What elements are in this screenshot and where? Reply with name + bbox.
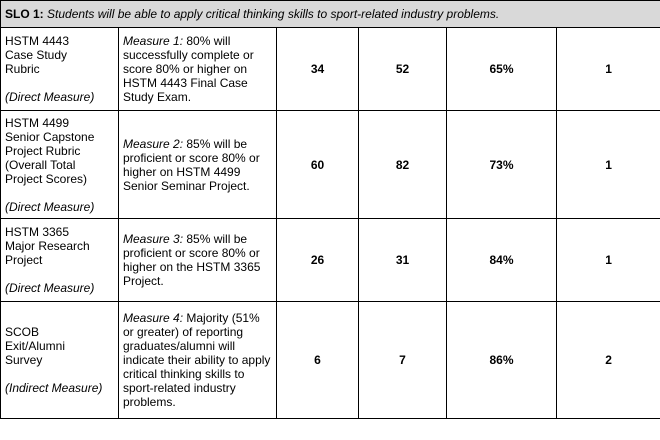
count-met-cell: 6	[277, 302, 359, 419]
rating-cell: 1	[557, 219, 660, 302]
tool-name-line: Major Research	[5, 239, 90, 253]
table-row	[1, 111, 660, 219]
tool-type: (Direct Measure)	[5, 90, 95, 104]
measure-label: Measure 2:	[123, 136, 184, 151]
slo-label: SLO 1:	[5, 7, 44, 21]
tool-type: (Direct Measure)	[5, 281, 95, 295]
table-row	[1, 28, 660, 111]
tool-name-line: Survey	[5, 353, 43, 367]
tool-name-line: Project	[5, 253, 43, 267]
measure-cell	[119, 28, 277, 111]
tool-type: (Direct Measure)	[5, 199, 95, 214]
measure-text: Majority (51% or greater) of reporting graduates/alumni will indicate their ability to apply critical thinking skills to sport-related industry problems.	[123, 311, 271, 409]
measure-label: Measure 4:	[123, 311, 184, 325]
measure-text: 80% will successfully complete or score 80% or higher on HSTM 4443 Final Case Study Exam.	[123, 34, 254, 104]
tool-cell	[1, 28, 119, 111]
tool-name-line: Project Scores)	[5, 171, 88, 186]
tool-name-line: (Overall Total	[5, 157, 76, 172]
tool-name-line: Project Rubric	[5, 143, 81, 158]
measure-label: Measure 1:	[123, 34, 184, 48]
slo-header-cell	[1, 1, 660, 28]
tool-name-line: HSTM 4499	[5, 115, 70, 130]
count-met-cell: 34	[277, 28, 359, 111]
count-total-cell: 7	[359, 302, 447, 419]
count-met-cell: 60	[277, 111, 359, 219]
tool-cell	[1, 302, 119, 419]
measure-cell	[119, 219, 277, 302]
percent-cell: 86%	[447, 302, 557, 419]
measure-text: 85% will be proficient or score 80% or higher on HSTM 4499 Senior Seminar Project.	[123, 136, 260, 193]
measure-text: 85% will be proficient or score 80% or higher on the HSTM 3365 Project.	[123, 232, 261, 288]
rating-cell: 1	[557, 111, 660, 219]
tool-name-line: SCOB	[5, 325, 40, 339]
table-row	[1, 302, 660, 419]
percent-cell: 84%	[447, 219, 557, 302]
tool-name-line: Senior Capstone	[5, 129, 95, 144]
tool-cell	[1, 111, 119, 219]
count-total-cell: 52	[359, 28, 447, 111]
table-row	[1, 219, 660, 302]
tool-name-line: Rubric	[5, 62, 40, 76]
rating-cell: 2	[557, 302, 660, 419]
tool-name-line: HSTM 3365	[5, 225, 70, 239]
rating-cell: 1	[557, 28, 660, 111]
percent-cell: 73%	[447, 111, 557, 219]
percent-cell: 65%	[447, 28, 557, 111]
measure-cell	[119, 111, 277, 219]
count-total-cell: 31	[359, 219, 447, 302]
slo-text: Students will be able to apply critical thinking skills to sport-related industry problems.	[47, 7, 500, 21]
tool-type: (Indirect Measure)	[5, 381, 103, 395]
slo-header-row	[1, 1, 660, 28]
tool-name-line: Case Study	[5, 48, 68, 62]
tool-name-line: HSTM 4443	[5, 34, 70, 48]
tool-cell	[1, 219, 119, 302]
tool-name-line: Exit/Alumni	[5, 339, 66, 353]
count-met-cell: 26	[277, 219, 359, 302]
count-total-cell: 82	[359, 111, 447, 219]
measure-cell	[119, 302, 277, 419]
measure-label: Measure 3:	[123, 232, 184, 246]
